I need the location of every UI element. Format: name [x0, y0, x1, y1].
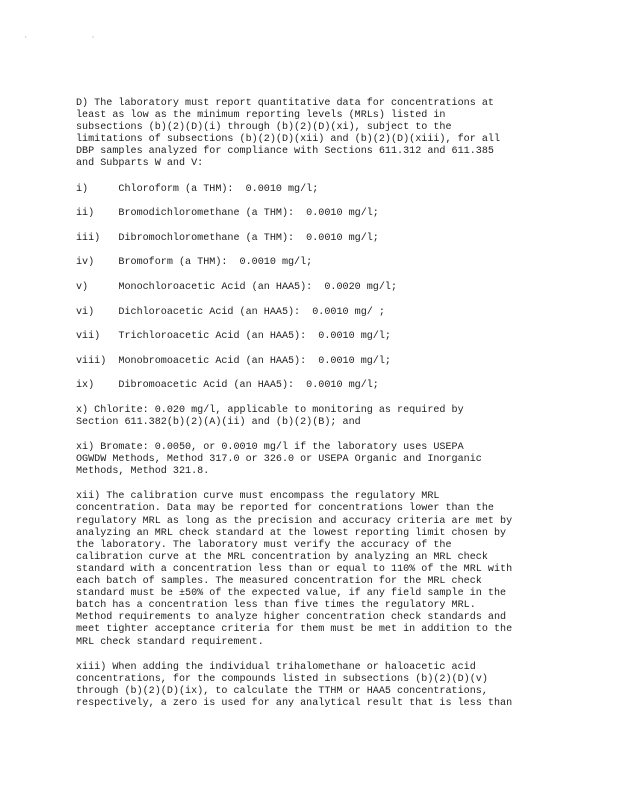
list-item-viii: viii) Monobromoacetic Acid (an HAA5): 0.0010 mg/l;: [76, 355, 391, 367]
list-item-xiii: xiii) When adding the individual trihalomethane or haloacetic acid concentrations, for the compounds listed in subsections (b)(2)(D)(v) through (b)(2)(D)(ix), to calculate the TTHM or HAA5 concentrations, respectively, a zero is used for any analytical result that is less than: [76, 661, 513, 709]
list-item-vi: vi) Dichloroacetic Acid (an HAA5): 0.0010 mg/ ;: [76, 306, 385, 318]
list-item-i: i) Chloroform (a THM): 0.0010 mg/l;: [76, 183, 319, 195]
list-item-iii: iii) Dibromochloromethane (a THM): 0.0010 mg/l;: [76, 232, 379, 244]
scan-marks: · ·: [24, 34, 125, 41]
document-body: [76, 98, 546, 710]
list-item-ix: ix) Dibromoacetic Acid (an HAA5): 0.0010 mg/l;: [76, 380, 379, 392]
list-item-xi: xi) Bromate: 0.0050, or 0.0010 mg/l if the laboratory uses USEPA OGWDW Methods, Method 317.0 or 326.0 or USEPA Organic and Inorganic Methods, Method 321.8.: [76, 442, 482, 478]
list-item-xii: xii) The calibration curve must encompass the regulatory MRL concentration. Data may be reported for concentrations lower than the regulatory MRL as long as the precision and accuracy criteria are met by analyzing an MRL check standard at the lowest reporting limit chosen by the laboratory. The laboratory must verify the accuracy of the calibration curve at the MRL concentration by analyzing an MRL check standard with a concentration less than or equal to 110% of the MRL with each batch of samples. The measured concentration for the MRL check standard must be ±50% of the expected value, if any field sample in the batch has a concentration less than five times the regulatory MRL. Method requirements to analyze higher concentration check standards and meet tighter acceptance criteria for them must be met in addition to the MRL check standard requirement.: [76, 491, 513, 648]
list-item-iv: iv) Bromoform (a THM): 0.0010 mg/l;: [76, 257, 313, 269]
list-item-ii: ii) Bromodichloromethane (a THM): 0.0010 mg/l;: [76, 208, 379, 220]
intro-paragraph: D) The laboratory must report quantitative data for concentrations at least as low as the minimum reporting levels (MRLs) listed in subsections (b)(2)(D)(i) through (b)(2)(D)(xi), subject to the limitations of subsections (b)(2)(D)(xii) and (b)(2)(D)(xiii), for all DBP samples analyzed for compliance with Sections 611.312 and 611.385 and Subparts W and V:: [76, 98, 501, 170]
list-item-x: x) Chlorite: 0.020 mg/l, applicable to monitoring as required by Section 611.382(b)(2)(A)(ii) and (b)(2)(B); and: [76, 404, 464, 428]
list-item-v: v) Monochloroacetic Acid (an HAA5): 0.0020 mg/l;: [76, 281, 398, 293]
list-item-vii: vii) Trichloroacetic Acid (an HAA5): 0.0010 mg/l;: [76, 331, 391, 343]
